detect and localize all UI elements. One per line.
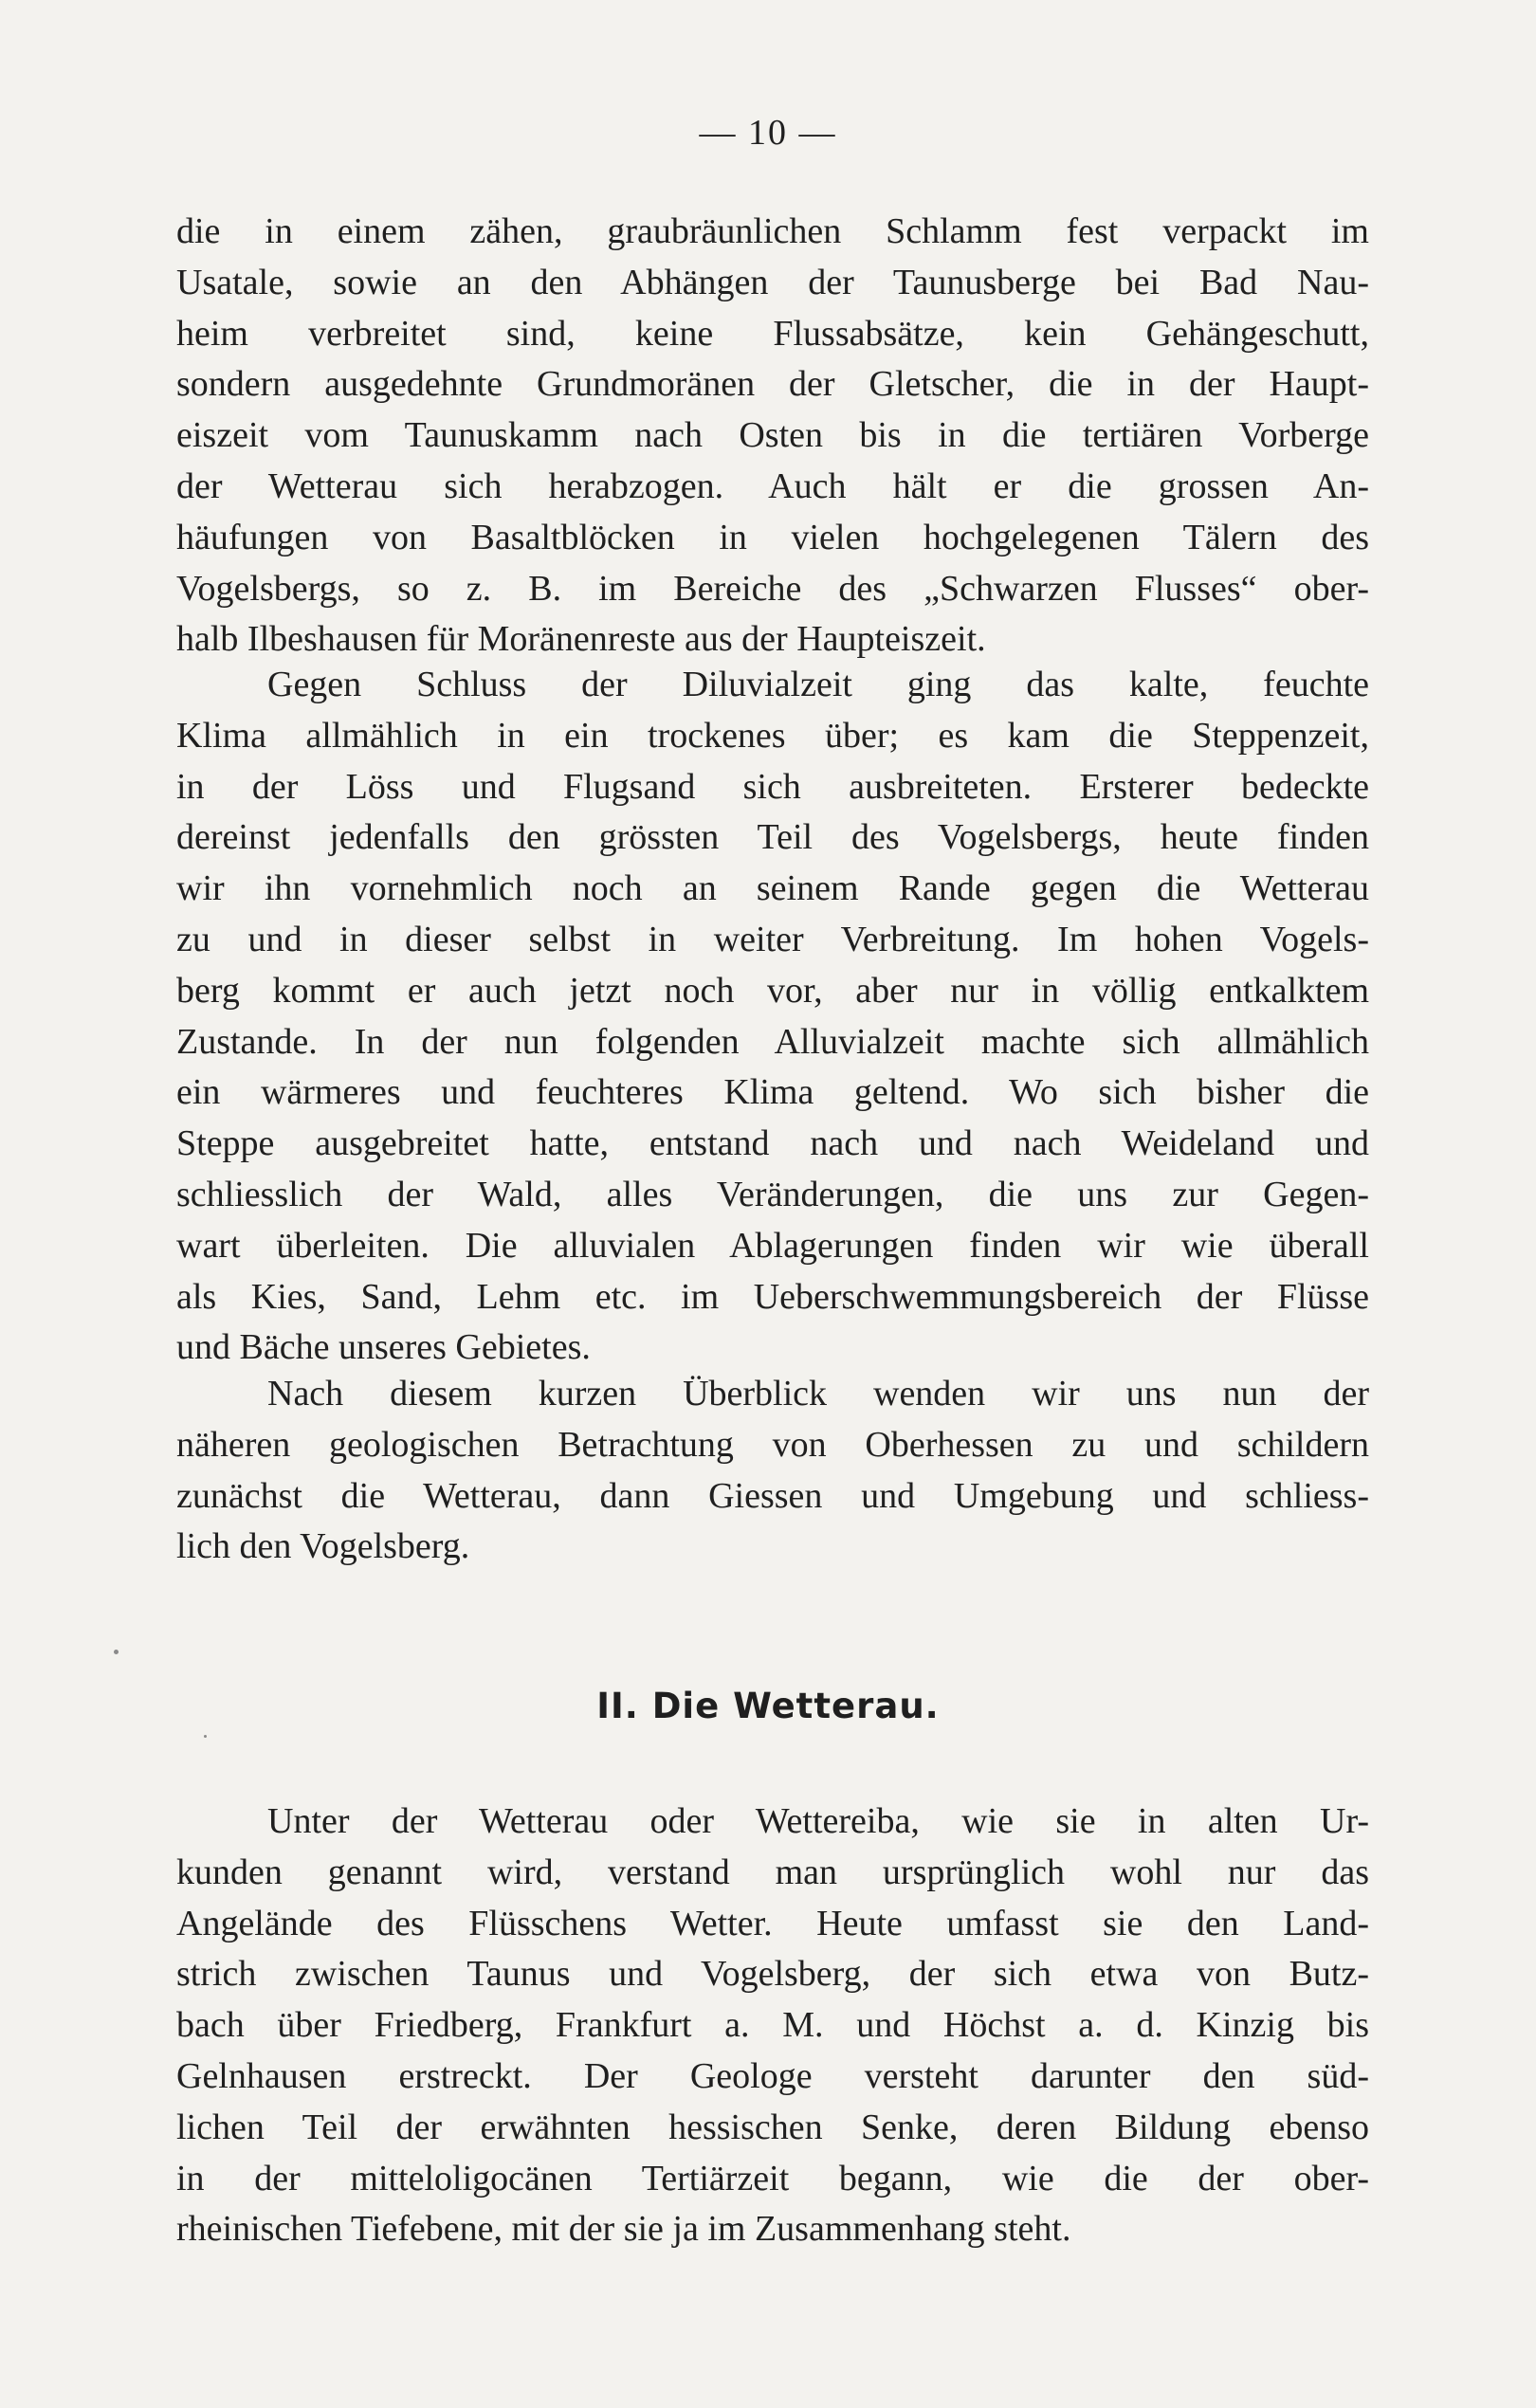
text-line: lich den Vogelsberg.: [176, 1526, 470, 1567]
text-line: bach über Friedberg, Frankfurt a. M. und Höchst a. d. Kinzig bis: [176, 2005, 1369, 2046]
text-line: näheren geologischen Betrachtung von Oberhessen zu und schildern: [176, 1424, 1369, 1465]
text-line: strich zwischen Taunus und Vogelsberg, der sich etwa von Butz-: [176, 1954, 1369, 1995]
paragraph-3: [176, 1369, 1369, 1573]
text-line: Nach diesem kurzen Überblick wenden wir uns nun der: [267, 1374, 1369, 1414]
text-line: Gelnhausen erstreckt. Der Geologe versteht darunter den süd-: [176, 2055, 1369, 2096]
text-line: zunächst die Wetterau, dann Giessen und Umgebung und schliess-: [176, 1475, 1369, 1516]
text-line: halb Ilbeshausen für Moränenreste aus der Haupteiszeit.: [176, 619, 986, 660]
text-line: eiszeit vom Taunuskamm nach Osten bis in die tertiären Vorberge: [176, 415, 1369, 456]
text-line: wart überleiten. Die alluvialen Ablagerungen finden wir wie überall: [176, 1225, 1369, 1266]
text-line: Usatale, sowie an den Abhängen der Taunusberge bei Bad Nau-: [176, 262, 1369, 302]
text-line: Unter der Wetterau oder Wettereiba, wie sie in alten Ur-: [267, 1801, 1369, 1841]
text-line: Vogelsbergs, so z. B. im Bereiche des „Schwarzen Flusses“ ober-: [176, 568, 1369, 609]
text-line: in der Löss und Flugsand sich ausbreiteten. Ersterer bedeckte: [176, 766, 1369, 807]
text-line: lichen Teil der erwähnten hessischen Senke, deren Bildung ebenso: [176, 2107, 1369, 2147]
text-line: sondern ausgedehnte Grundmoränen der Gletscher, die in der Haupt-: [176, 364, 1369, 405]
text-line: kunden genannt wird, verstand man ursprünglich wohl nur das: [176, 1852, 1369, 1892]
text-line: in der mitteloligocänen Tertiärzeit begann, wie die der ober-: [176, 2158, 1369, 2198]
paragraph-2: [176, 660, 1369, 1374]
text-line: Angelände des Flüsschens Wetter. Heute umfasst sie den Land-: [176, 1903, 1369, 1943]
page-number: — 10 —: [699, 113, 837, 153]
text-line: Zustande. In der nun folgenden Alluvialzeit machte sich allmählich: [176, 1021, 1369, 1062]
text-line: rheinischen Tiefebene, mit der sie ja im Zusammenhang steht.: [176, 2209, 1071, 2250]
text-line: als Kies, Sand, Lehm etc. im Ueberschwemmungsbereich der Flüsse: [176, 1276, 1369, 1317]
paragraph-1: [176, 207, 1369, 666]
text-line: wir ihn vornehmlich noch an seinem Rande gegen die Wetterau: [176, 868, 1369, 909]
text-line: heim verbreitet sind, keine Flussabsätze, kein Gehängeschutt,: [176, 313, 1369, 354]
paper-speck: [114, 1650, 119, 1654]
text-line: und Bäche unseres Gebietes.: [176, 1327, 591, 1368]
text-line: die in einem zähen, graubräunlichen Schlamm fest verpackt im: [176, 211, 1369, 251]
text-line: ein wärmeres und feuchteres Klima geltend. Wo sich bisher die: [176, 1072, 1369, 1113]
text-line: schliesslich der Wald, alles Veränderungen, die uns zur Gegen-: [176, 1174, 1369, 1214]
paper-speck: [204, 1735, 207, 1738]
text-line: Gegen Schluss der Diluvialzeit ging das kalte, feuchte: [267, 665, 1369, 704]
text-line: der Wetterau sich herabzogen. Auch hält er die grossen An-: [176, 465, 1369, 506]
paragraph-4: [176, 1797, 1369, 2255]
text-line: Klima allmählich in ein trockenes über; es kam die Steppenzeit,: [176, 715, 1369, 756]
text-line: Steppe ausgebreitet hatte, entstand nach und nach Weideland und: [176, 1123, 1369, 1164]
text-line: häufungen von Basaltblöcken in vielen hochgelegenen Tälern des: [176, 517, 1369, 557]
section-heading: II. Die Wetterau.: [596, 1686, 940, 1726]
text-line: berg kommt er auch jetzt noch vor, aber nur in völlig entkalktem: [176, 970, 1369, 1011]
text-line: dereinst jedenfalls den grössten Teil des Vogelsbergs, heute finden: [176, 817, 1369, 858]
text-line: zu und in dieser selbst in weiter Verbreitung. Im hohen Vogels-: [176, 919, 1369, 959]
